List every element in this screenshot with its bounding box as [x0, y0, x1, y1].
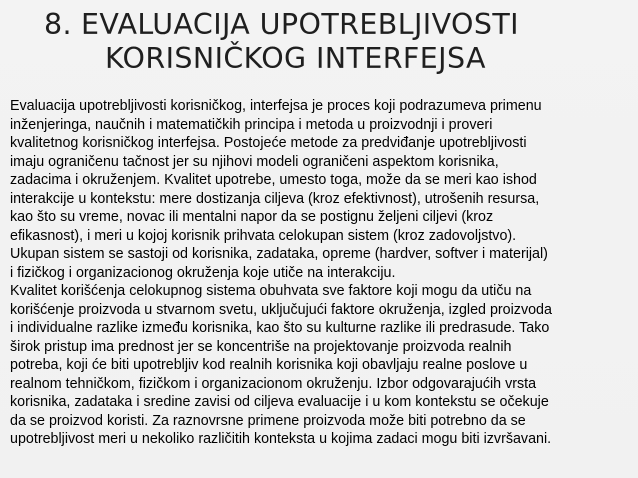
- body-line: korišćenje proizvoda u stvarnom svetu, uključujući faktore okruženja, izgled proizvoda: [10, 301, 552, 318]
- body-line: upotrebljivost meri u nekoliko različitih konteksta u kojima zadaci mogu biti izvršavani.: [10, 431, 552, 447]
- body-line: kao što su vreme, novac ili mentalni napor da se postignu željeni ciljevi (kroz: [10, 209, 494, 225]
- body-line: zadacima i okruženjem. Kvalitet upotrebe, umesto toga, može da se meri kao ishod: [10, 172, 537, 188]
- body-line: Evaluacija upotrebljivosti korisničkog, interfejsa je proces koji podrazumeva primenu: [10, 98, 542, 114]
- slide-title: [0, 2, 638, 92]
- title-line-2: KORISNIČKOG INTERFEJSA: [105, 42, 486, 75]
- body-line: i fizičkog i organizacionog okruženja koje utiče na interakciju.: [10, 264, 396, 281]
- body-line: potreba, koji će biti upotrebljiv kod realnih korisnika koji obavljaju realne poslove u: [10, 357, 528, 373]
- body-line: da se proizvod koristi. Za raznovrsne primene proizvoda može biti potrebno da se: [10, 412, 526, 429]
- body-line: Ukupan sistem se sastoji od korisnika, zadataka, opreme (hardver, softver i materijal): [10, 246, 548, 262]
- body-line: korisnika, zadataka i sredine zavisi od ciljeva evaluacije i u kom kontekstu se očekuje: [10, 394, 549, 410]
- body-line: inženjeringa, naučnih i matematičkih principa i metoda u proizvodnji i proveri: [10, 116, 493, 133]
- body-line: Kvalitet korišćenja celokupnog sistema obuhvata sve faktore koji mogu da utiču na: [10, 283, 532, 299]
- body-line: efikasnost), i meri u kojoj korisnik prihvata celokupan sistem (kroz zadovoljstvo).: [10, 227, 517, 244]
- body-paragraph: [10, 97, 634, 449]
- body-line: kvalitetnog korisničkog interfejsa. Postojeće metode za predviđanje upotrebljivosti: [10, 135, 527, 151]
- body-line: i individualne razlike između korisnika, kao što su kulturne razlike ili predrasude. Tako: [10, 320, 550, 336]
- section-number: 8.: [44, 8, 72, 41]
- body-line: širok pristup ima prednost jer se koncentriše na projektovanje proizvoda realnih: [10, 338, 512, 355]
- title-line-1: [44, 8, 519, 42]
- body-line: interakcije u kontekstu: mere dostizanja ciljeva (kroz efektivnost), utrošenih resursa,: [10, 190, 540, 207]
- title-line-1-text: EVALUACIJA UPOTREBLJIVOSTI: [81, 8, 519, 41]
- body-line: imaju ograničenu tačnost jer su njihovi modeli ograničeni aspektom korisnika,: [10, 153, 499, 170]
- body-line: realnom tehničkom, fizičkom i organizacionom okruženju. Izbor odgovarajućih vrsta: [10, 375, 537, 392]
